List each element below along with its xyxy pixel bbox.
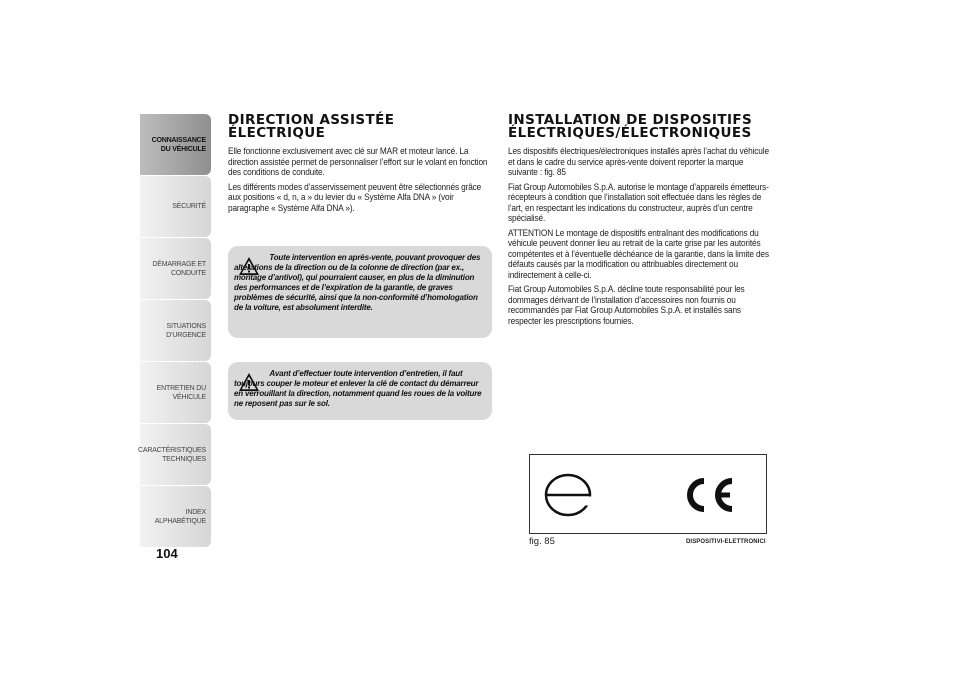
warning-box xyxy=(228,246,492,338)
tab-label: ENTRETIEN DU VÉHICULE xyxy=(156,384,206,401)
figure-85 xyxy=(529,454,767,534)
tab-label: DÉMARRAGE ET CONDUITE xyxy=(152,260,206,277)
tab-situations-durgence[interactable] xyxy=(140,300,211,361)
paragraph: Les différents modes d’asservissement peuvent être sélectionnés grâce aux positions « d, n, a » du levier du « Système Alfa DNA » (voir paragraphe « Système Alfa DNA »). xyxy=(228,181,482,213)
tab-index-alphabetique[interactable] xyxy=(140,486,211,547)
paragraph: ATTENTION Le montage de dispositifs entraînant des modifications du véhicule peuvent donner lieu au retrait de la carte grise par les autorités compétentes et à l’éventuelle déchéance de la garantie, dans la limite des défauts causés par la modification ou attribuables directement ou indirectement à celle-ci. xyxy=(508,227,769,280)
paragraph: Fiat Group Automobiles S.p.A. décline toute responsabilité pour les dommages dérivant de l’installation d’accessoires non fournis ou recommandés par Fiat Group Automobiles S.p.A. et installés sans respecter les prescriptions fournies. xyxy=(508,284,745,326)
tab-label: SÉCURITÉ xyxy=(172,203,206,210)
figure-caption: fig. 85 xyxy=(529,536,555,547)
figure-code: DISPOSITIVI-ELETTRONICI xyxy=(686,539,766,545)
paragraph: Elle fonctionne exclusivement avec clé sur MAR et moteur lancé. La direction assistée permet de personnaliser l’effort sur le volant en fonction des conditions de conduite. xyxy=(228,146,488,177)
left-column xyxy=(228,114,493,217)
tab-securite[interactable] xyxy=(140,176,211,237)
tab-label: SITUATIONS D’URGENCE xyxy=(166,322,206,339)
section-title-installation: INSTALLATION DE DISPOSITIFS ÉLECTRIQUES/ÉLECTRONIQUES xyxy=(508,112,753,141)
tab-demarrage-et-conduite[interactable] xyxy=(140,238,211,299)
section-title-direction: DIRECTION ASSISTÉE ÉLECTRIQUE xyxy=(228,112,395,141)
warning-text: Avant d’effectuer toute intervention d’entretien, il faut toujours couper le moteur et enlever la clé de contact du démarreur en verrouillant la direction, notamment quand les roues de la voiture ne reposent pas sur le sol. xyxy=(234,368,482,408)
paragraph: Fiat Group Automobiles S.p.A. autorise le montage d’appareils émetteurs-récepteurs à condition que l’installation soit effectuée dans les règles de l’art, en respectant les indications du constructeur, auprès d’un centre spécialisé. xyxy=(508,181,769,223)
page-number: 104 xyxy=(156,546,178,561)
warning-text: Toute intervention en après-vente, pouvant provoquer des altérations de la direction ou de la colonne de direction (par ex., montage d’antivol), qui pourraient causer, en plus de la diminution des performances et de l’expiration de la garantie, de graves problèmes de sécurité, ainsi que la non-conformité d’homologation de la voiture, est absolument interdite. xyxy=(234,252,481,312)
tab-label: CARACTÉRISTIQUES TECHNIQUES xyxy=(138,446,206,463)
tab-connaissance-du-vehicule[interactable] xyxy=(140,114,211,175)
ce-mark-icon xyxy=(680,475,740,515)
warning-box xyxy=(228,362,492,420)
right-column xyxy=(508,114,776,330)
tab-entretien-du-vehicule[interactable] xyxy=(140,362,211,423)
paragraph: Les dispositifs électriques/électroniques installés après l’achat du véhicule et dans le cadre du service après-vente doivent reporter la marque suivante : fig. 85 xyxy=(508,146,769,177)
tab-label: CONNAISSANCE DU VÉHICULE xyxy=(151,136,206,153)
tab-caracteristiques-techniques[interactable] xyxy=(140,424,211,485)
tab-label: INDEX ALPHABÉTIQUE xyxy=(154,508,206,525)
